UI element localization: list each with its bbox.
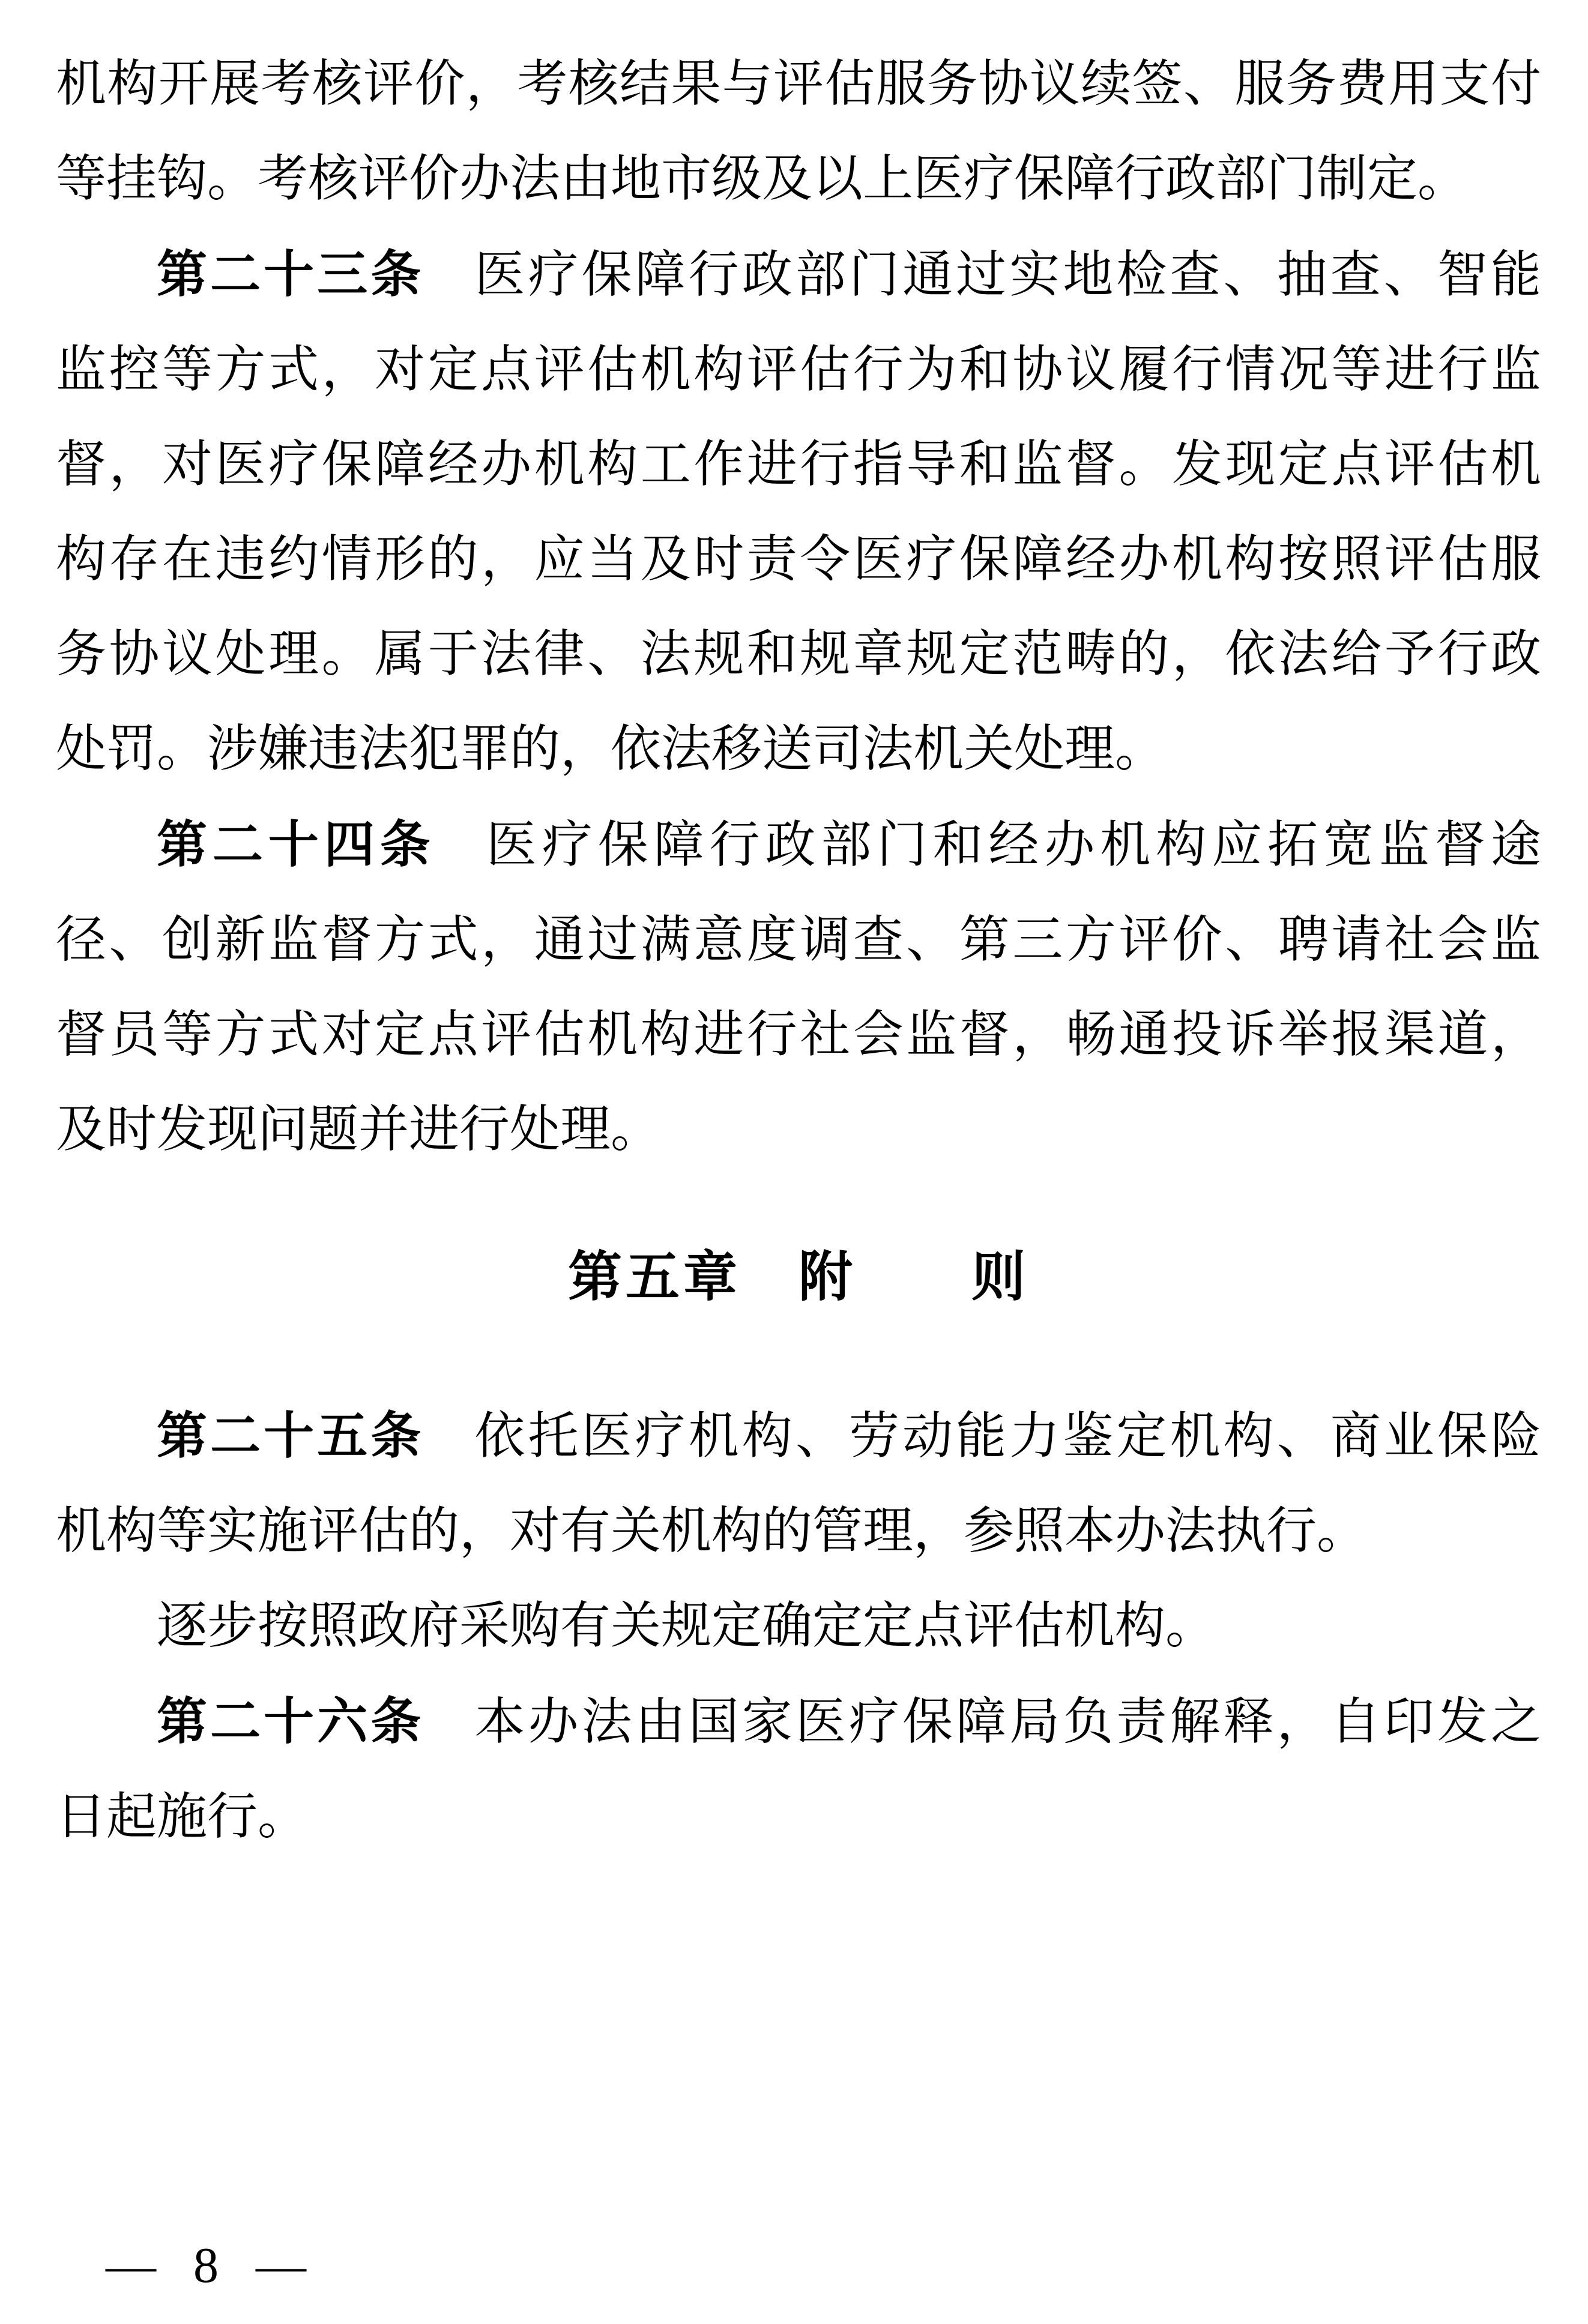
body-line: 监控等方式，对定点评估机构评估行为和协议履行情况等进行监 bbox=[56, 342, 1541, 398]
body-line: 径、创新监督方式，通过满意度调查、第三方评价、聘请社会监 bbox=[56, 912, 1541, 968]
footer-dash-right: — bbox=[256, 2238, 306, 2293]
page-number: 8 bbox=[193, 2238, 219, 2293]
body-line bbox=[56, 1674, 1541, 1770]
body-line: 构存在违约情形的，应当及时责令医疗保障经办机构按照评估服 bbox=[56, 532, 1541, 588]
body-line: 督员等方式对定点评估机构进行社会监督，畅通投诉举报渠道， bbox=[56, 1007, 1541, 1063]
body-line: 及时发现问题并进行处理。 bbox=[56, 1102, 662, 1158]
body-line bbox=[56, 797, 1541, 893]
chapter-heading: 第五章 附 则 bbox=[568, 1247, 1029, 1307]
article-number: 第二十五条 bbox=[157, 1407, 424, 1464]
article-number: 第二十三条 bbox=[157, 246, 424, 303]
article-number: 第二十六条 bbox=[157, 1693, 424, 1750]
body-line: 处罚。涉嫌违法犯罪的，依法移送司法机关处理。 bbox=[56, 721, 1166, 777]
line-text: 依托医疗机构、劳动能力鉴定机构、商业保险 bbox=[474, 1409, 1541, 1465]
body-line: 务协议处理。属于法律、法规和规章规定范畴的，依法给予行政 bbox=[56, 627, 1541, 682]
line-text: 本办法由国家医疗保障局负责解释，自印发之 bbox=[474, 1694, 1541, 1750]
body-line: 机构等实施评估的，对有关机构的管理，参照本办法执行。 bbox=[56, 1504, 1368, 1559]
body-line bbox=[56, 227, 1541, 323]
body-line: 督，对医疗保障经办机构工作进行指导和监督。发现定点评估机 bbox=[56, 437, 1541, 493]
body-line bbox=[56, 1388, 1541, 1484]
line-text: 医疗保障行政部门通过实地检查、抽查、智能 bbox=[474, 247, 1541, 303]
document-body bbox=[56, 37, 1541, 1865]
footer-dash-left: — bbox=[106, 2238, 156, 2293]
line-text: 医疗保障行政部门和经办机构应拓宽监督途 bbox=[486, 817, 1541, 873]
body-line: 机构开展考核评价，考核结果与评估服务协议续签、服务费用支付 bbox=[56, 56, 1541, 112]
body-line: 逐步按照政府采购有关规定确定定点评估机构。 bbox=[157, 1598, 1216, 1654]
page-footer bbox=[106, 2238, 306, 2293]
article-number: 第二十四条 bbox=[157, 816, 436, 873]
body-line: 等挂钩。考核评价办法由地市级及以上医疗保障行政部门制定。 bbox=[56, 151, 1469, 207]
body-line: 日起施行。 bbox=[56, 1789, 309, 1845]
